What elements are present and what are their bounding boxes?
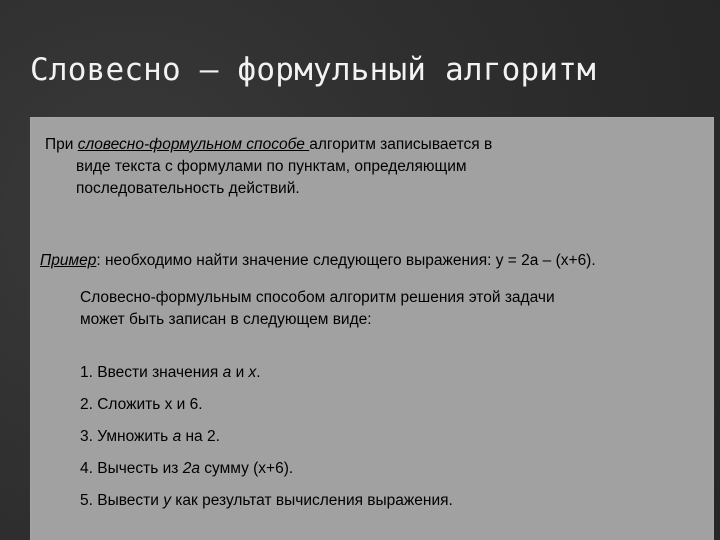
step-1-suffix: .: [256, 364, 261, 381]
algorithm-step-1: [80, 362, 680, 394]
algorithm-step-5: [80, 490, 680, 522]
step-4-suffix: сумму (х+6).: [199, 460, 294, 477]
definition-line-1: [45, 134, 665, 156]
example-label: Пример: [40, 252, 97, 269]
definition-line-3: последовательность действий.: [76, 180, 300, 197]
algorithm-step-2: 2. Сложить х и 6.: [80, 396, 203, 413]
definition-emphasis: словесно-формульном способе: [77, 136, 310, 153]
step-3-variable-a: a: [172, 428, 182, 445]
definition-paragraph: [45, 134, 665, 200]
algorithm-step-4: [80, 458, 680, 490]
example-paragraph: [40, 250, 705, 272]
method-intro-paragraph: [80, 287, 680, 331]
step-5-variable-y: y: [163, 492, 171, 509]
definition-prefix: При: [45, 136, 78, 153]
slide-title: Словесно – формульный алгоритм: [30, 52, 596, 88]
step-1-variable-a: а: [222, 364, 232, 381]
algorithm-step-3: [80, 426, 680, 458]
step-1-prefix: 1. Ввести значения: [80, 364, 223, 381]
algorithm-steps-list: [80, 362, 680, 522]
step-1-variable-x: х: [248, 364, 257, 381]
example-text: : необходимо найти значение следующего выражения: y = 2a – (x+6).: [96, 252, 596, 269]
step-1-middle: и: [231, 364, 249, 381]
step-3-prefix: 3. Умножить: [80, 428, 173, 445]
step-4-expression-2a: 2a: [182, 460, 200, 477]
method-intro-line-1: Словесно-формульным способом алгоритм решения этой задачи: [80, 289, 555, 306]
step-5-prefix: 5. Вывести: [80, 492, 164, 509]
step-5-suffix: как результат вычисления выражения.: [170, 492, 453, 509]
definition-suffix: алгоритм записывается в: [309, 136, 493, 153]
step-3-suffix: на 2.: [181, 428, 220, 445]
method-intro-line-2: может быть записан в следующем виде:: [80, 311, 372, 328]
step-4-prefix: 4. Вычесть из: [80, 460, 183, 477]
definition-line-2: виде текста с формулами по пунктам, определяющим: [76, 158, 467, 175]
